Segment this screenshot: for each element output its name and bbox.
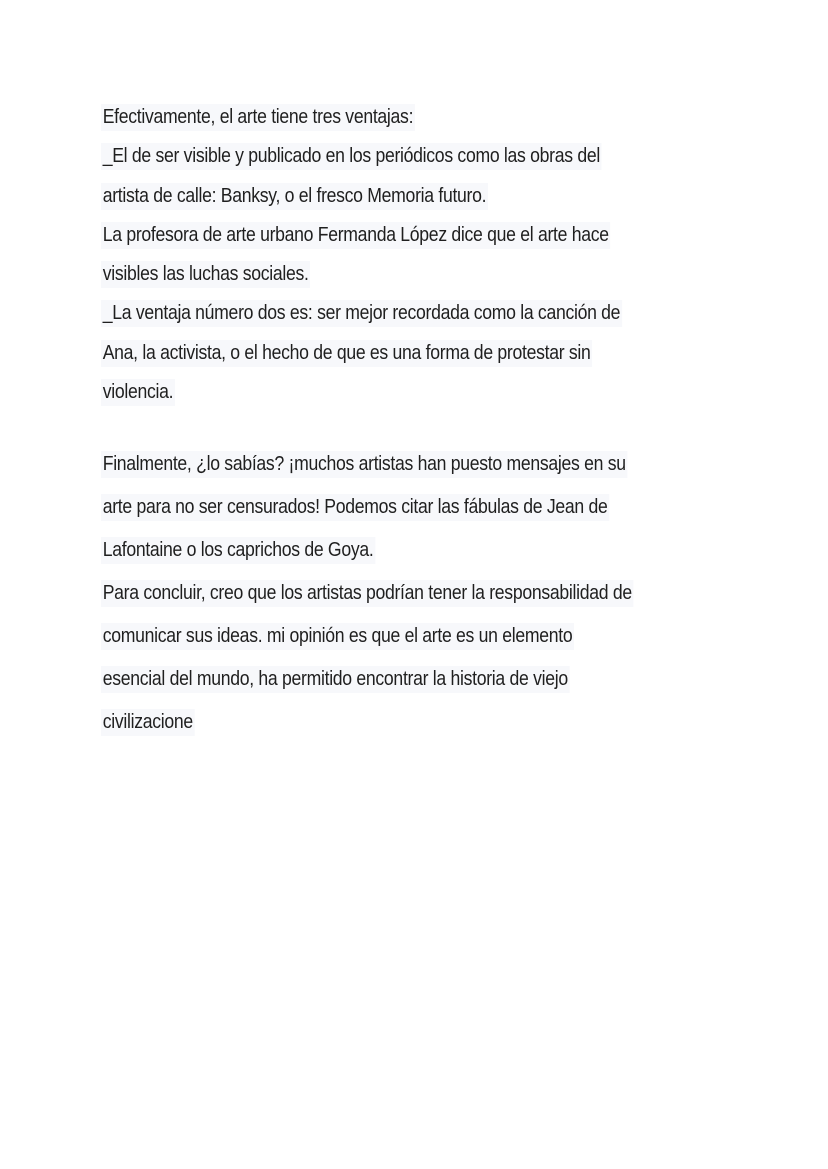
text-line: civilizacione	[101, 707, 651, 750]
text-line: _El de ser visible y publicado en los periódicos como las obras del	[101, 141, 651, 180]
text-line: esencial del mundo, ha permitido encontrar la historia de viejo	[101, 664, 651, 707]
text-line: Ana, la activista, o el hecho de que es una forma de protestar sin	[101, 338, 651, 377]
text-line: Efectivamente, el arte tiene tres ventajas:	[101, 102, 651, 141]
text-line: comunicar sus ideas. mi opinión es que el arte es un elemento	[101, 621, 651, 664]
text-line: violencia.	[101, 377, 651, 416]
text-line: _La ventaja número dos es: ser mejor recordada como la canción de	[101, 298, 651, 337]
text-line: Finalmente, ¿lo sabías? ¡muchos artistas han puesto mensajes en su	[101, 449, 651, 492]
text-line: Lafontaine o los caprichos de Goya.	[101, 535, 651, 578]
text-line: Para concluir, creo que los artistas podrían tener la responsabilidad de	[101, 578, 651, 621]
paragraph-conclusion	[101, 449, 651, 750]
text-line: artista de calle: Banksy, o el fresco Memoria futuro.	[101, 181, 651, 220]
text-line: arte para no ser censurados! Podemos citar las fábulas de Jean de	[101, 492, 651, 535]
paragraph-ventajas	[101, 102, 651, 416]
text-line: La profesora de arte urbano Fermanda López dice que el arte hace	[101, 220, 651, 259]
text-line: visibles las luchas sociales.	[101, 259, 651, 298]
